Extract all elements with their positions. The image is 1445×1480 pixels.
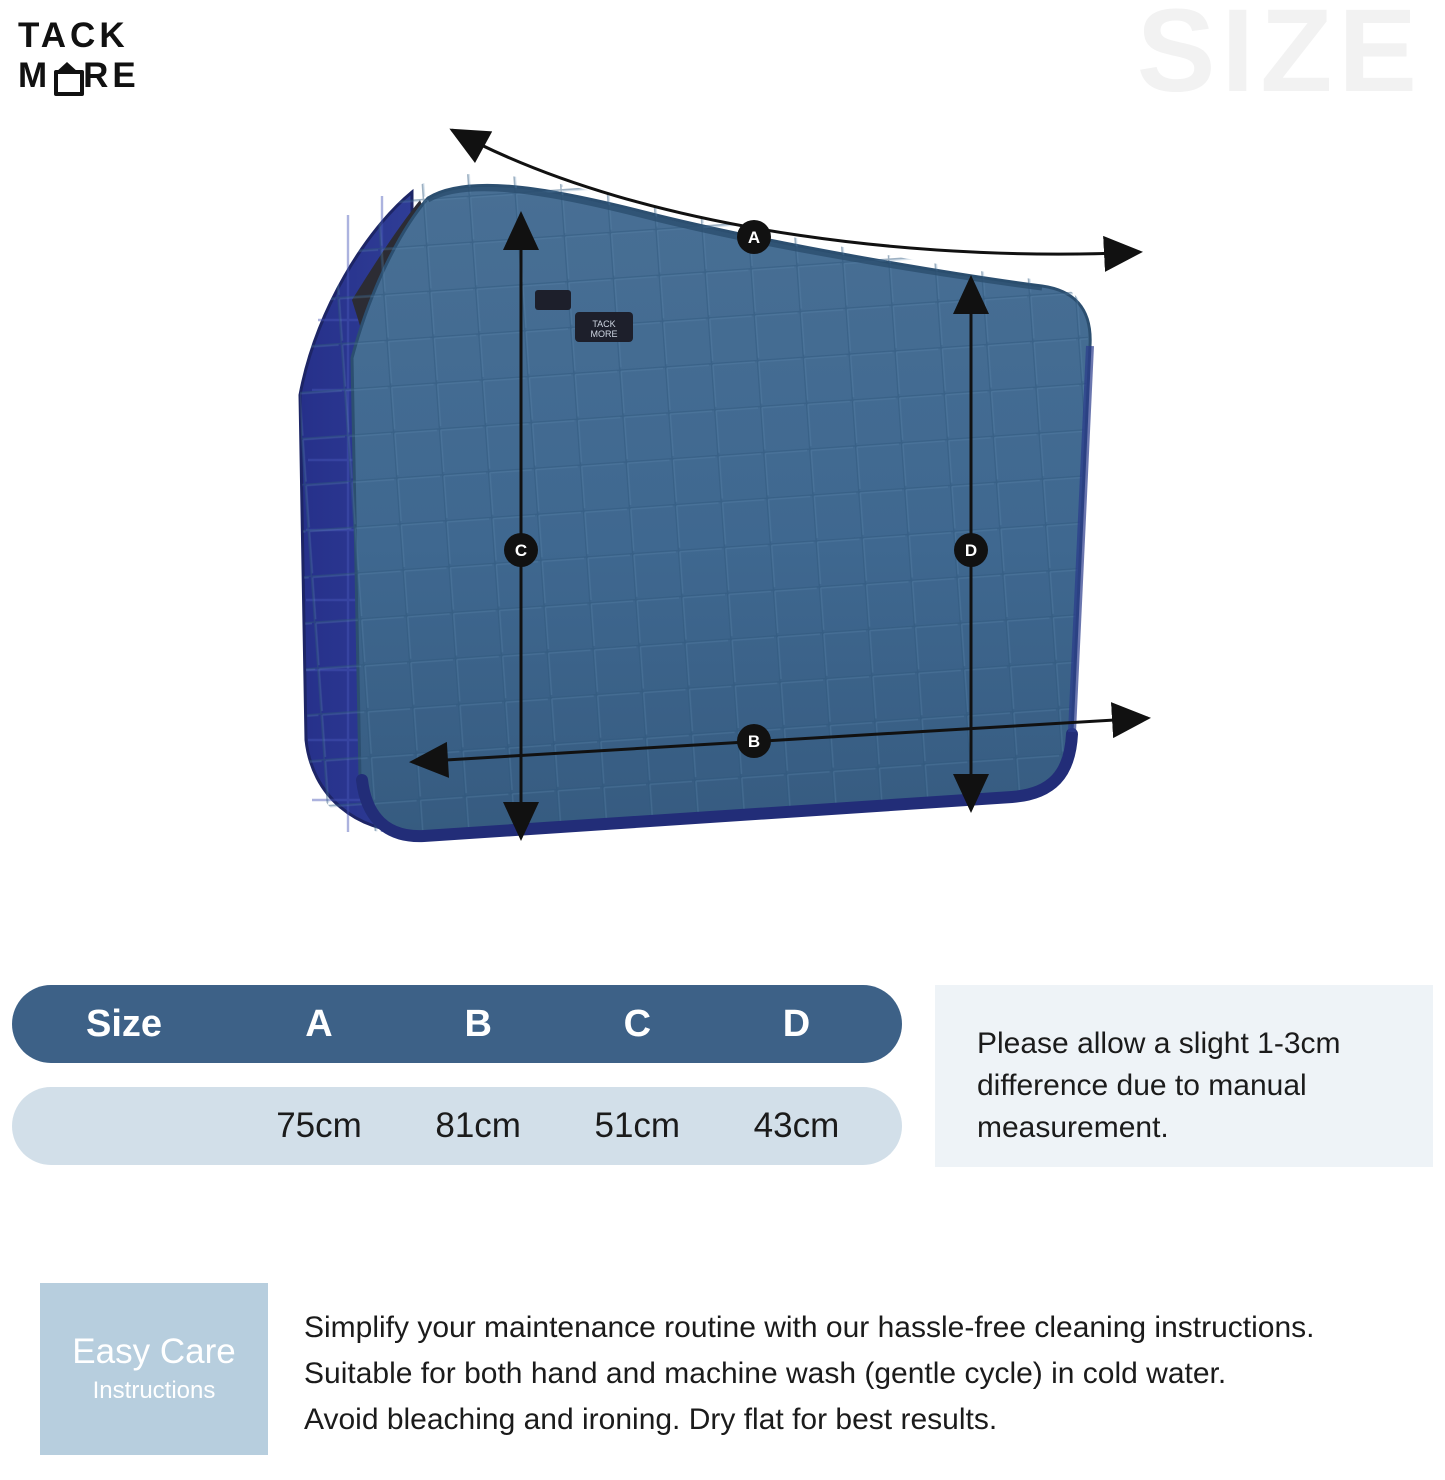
size-row-value-d: 43cm (753, 1106, 840, 1145)
house-o-icon (54, 63, 80, 89)
easy-care-line-3: Avoid bleaching and ironing. Dry flat for best results. (304, 1403, 998, 1436)
brand-logo (18, 16, 198, 96)
size-table-header-row (12, 985, 902, 1063)
brand-logo-text-tack: TACK (18, 16, 129, 55)
table-row (12, 1087, 902, 1165)
size-table-header-b: B (464, 1002, 492, 1045)
brand-logo-line1 (18, 16, 198, 56)
measure-d-label: D (964, 541, 978, 560)
measurement-note: Please allow a slight 1-3cm difference due to manual measurement. (935, 985, 1433, 1167)
size-row-value-c: 51cm (594, 1106, 681, 1145)
size-table (12, 985, 902, 1165)
size-table-header-c: C (623, 1002, 652, 1045)
size-table-header-a: A (305, 1002, 333, 1045)
size-table-header-size: Size (86, 1002, 163, 1045)
svg-text:MORE: MORE (590, 329, 618, 339)
watermark-size: SIZE (1136, 0, 1423, 117)
pad-body (290, 170, 1110, 860)
measure-c-label: C (514, 541, 528, 560)
easy-care-section (40, 1283, 1410, 1455)
size-table-header-d: D (782, 1002, 811, 1045)
size-row-value-a: 75cm (276, 1106, 362, 1145)
brand-logo-text-m: M (18, 56, 52, 95)
easy-care-badge-title: Easy Care (72, 1332, 236, 1371)
easy-care-badge (40, 1283, 268, 1455)
brand-logo-text-re: RE (83, 56, 140, 95)
easy-care-text (268, 1283, 1315, 1443)
easy-care-badge-subtitle: Instructions (92, 1377, 216, 1404)
easy-care-line-2: Suitable for both hand and machine wash (gentle cycle) in cold water. (304, 1357, 1227, 1390)
size-row-value-b: 81cm (435, 1106, 521, 1145)
measure-a-label: A (747, 228, 761, 247)
easy-care-line-1: Simplify your maintenance routine with our hassle-free cleaning instructions. (304, 1311, 1315, 1344)
svg-text:TACK: TACK (592, 319, 616, 329)
measure-b-label: B (747, 732, 761, 751)
product-diagram (0, 90, 1445, 920)
